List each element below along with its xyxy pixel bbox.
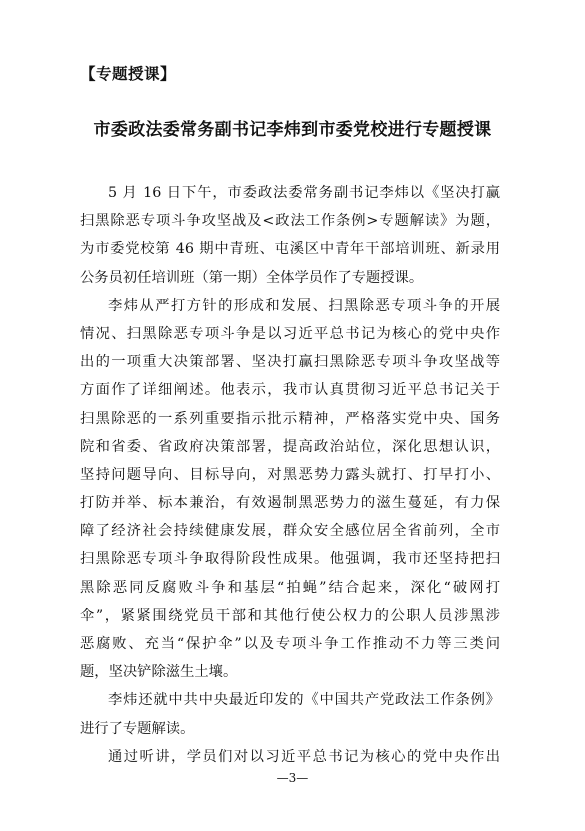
body-line: 为市委党校第 46 期中青班、屯溪区中青年干部培训班、新录用 [80,241,500,258]
body-line: 伞”，紧紧围绕党员干部和其他行使公权力的公职人员涉黑涉 [80,607,500,624]
body-line: 5 月 16 日下午，市委政法委常务副书记李炜以《坚决打赢 [108,185,500,201]
article-title: 市委政法委常务副书记李炜到市委党校进行专题授课 [93,120,492,140]
body-line: 打防并举、标本兼治，有效遏制黑恶势力的滋生蔓延，有力保 [80,495,500,512]
body-line: 扫黑除恶专项斗争攻坚战及<政法工作条例>专题解读》为题， [80,213,500,230]
body-line: 院和省委、省政府决策部署，提高政治站位，深化思想认识， [80,438,500,455]
body-line: 李炜从严打方针的形成和发展、扫黑除恶专项斗争的开展 [108,297,500,314]
body-line: 李炜还就中共中央最近印发的《中国共产党政法工作条例》 [108,692,500,709]
body-line: 通过听讲，学员们对以习近平总书记为核心的党中央作出 [108,748,500,765]
body-line: 障了经济社会持续健康发展，群众安全感位居全省前列，全市 [80,523,500,540]
body-line: 扫黑除恶专项斗争取得阶段性成果。他强调，我市还坚持把扫 [80,551,500,568]
body-line: 恶腐败、充当“保护伞”以及专项斗争工作推动不力等三类问 [80,636,500,652]
body-line: 题，坚决铲除滋生土壤。 [80,664,238,681]
article-body [80,179,500,771]
body-line: 进行了专题解读。 [80,720,195,737]
page-number: —3— [276,771,309,785]
body-line: 出的一项重大决策部署、坚决打赢扫黑除恶专项斗争攻坚战等 [80,354,500,371]
body-line: 坚持问题导向、目标导向，对黑恶势力露头就打、打早打小、 [80,466,500,483]
body-line: 扫黑除恶的一系列重要指示批示精神，严格落实党中央、国务 [80,410,500,427]
section-tag: 【专题授课】 [80,65,177,83]
body-line: 公务员初任培训班（第一期）全体学员作了专题授课。 [80,269,424,286]
body-line: 情况、扫黑除恶专项斗争是以习近平总书记为核心的党中央作 [80,325,500,342]
body-line: 黑除恶同反腐败斗争和基层“拍蝇”结合起来，深化“破网打 [80,579,500,596]
body-line: 方面作了详细阐述。他表示，我市认真贯彻习近平总书记关于 [80,382,500,399]
